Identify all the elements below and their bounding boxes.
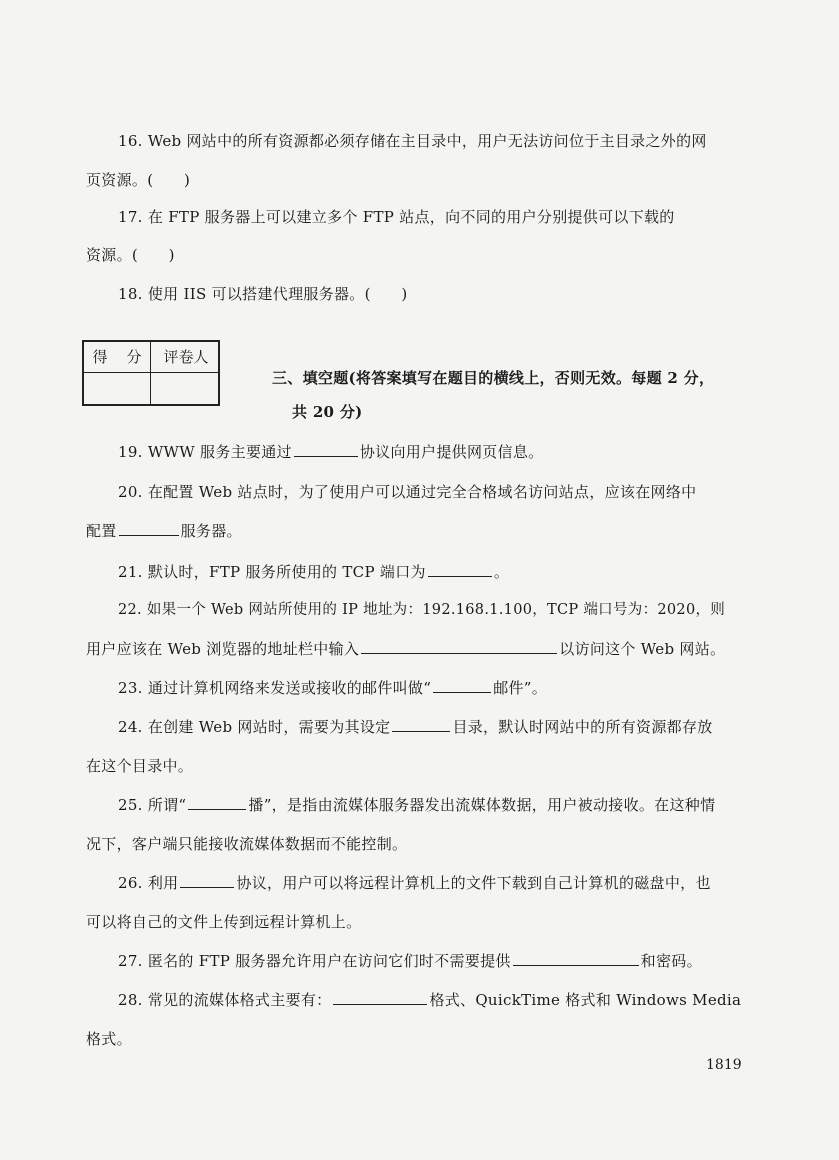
answer-blank[interactable] — [188, 795, 246, 810]
question-26-line-1 — [118, 873, 756, 893]
question-26-suffix: 协议，用户可以将远程计算机上的文件下载到自己计算机的磁盘中，也 — [236, 874, 711, 892]
question-25-suffix: 播”，是指由流媒体服务器发出流媒体数据，用户被动接收。在这种情 — [248, 796, 716, 814]
answer-blank[interactable] — [294, 442, 358, 457]
question-23-prefix: 23. 通过计算机网络来发送或接收的邮件叫做“ — [118, 679, 432, 697]
question-22-line-1: 22. 如果一个 Web 网站所使用的 IP 地址为：192.168.1.100，TCP 端口号为：2020，则 — [118, 602, 726, 618]
question-28-suffix: 格式、QuickTime 格式和 Windows Media — [429, 991, 742, 1009]
question-20-prefix: 配置 — [86, 522, 117, 540]
question-19-suffix: 协议向用户提供网页信息。 — [359, 443, 544, 461]
question-17-line-1: 17. 在 FTP 服务器上可以建立多个 FTP 站点，向不同的用户分别提供可以下载的 — [118, 208, 675, 226]
question-16-line-1: 16. Web 网站中的所有资源都必须存储在主目录中，用户无法访问位于主目录之外的网 — [118, 132, 707, 150]
question-22-prefix: 用户应该在 Web 浏览器的地址栏中输入 — [86, 640, 360, 658]
answer-blank[interactable] — [361, 639, 557, 654]
question-26-line-2: 可以将自己的文件上传到远程计算机上。 — [86, 913, 362, 931]
question-27-suffix: 和密码。 — [640, 952, 702, 970]
question-22-line-2 — [86, 639, 756, 659]
answer-blank[interactable] — [392, 717, 450, 732]
question-21-suffix: 。 — [493, 563, 510, 581]
question-25-line-1 — [118, 795, 756, 815]
score-table-divider — [150, 342, 151, 404]
question-21 — [118, 562, 756, 582]
page-number: 1819 — [706, 1057, 742, 1073]
question-25-line-2: 况下，客户端只能接收流媒体数据而不能控制。 — [86, 835, 408, 853]
section-3-heading-line-2: 共 20 分) — [292, 403, 363, 421]
question-19-prefix: 19. WWW 服务主要通过 — [118, 443, 292, 461]
answer-blank[interactable] — [333, 990, 427, 1005]
question-20-line-1: 20. 在配置 Web 站点时，为了使用户可以通过完全合格域名访问站点，应该在网络中 — [118, 483, 697, 501]
answer-blank[interactable] — [180, 873, 234, 888]
question-28-prefix: 28. 常见的流媒体格式主要有： — [118, 991, 332, 1009]
question-26-prefix: 26. 利用 — [118, 874, 179, 892]
question-27 — [118, 951, 756, 971]
section-3-heading-line-1: 三、填空题(将答案填写在题目的横线上，否则无效。每题 2 分， — [272, 369, 715, 387]
question-28-line-1 — [118, 990, 756, 1010]
question-24-suffix: 目录，默认时网站中的所有资源都存放 — [452, 718, 713, 736]
answer-blank[interactable] — [433, 678, 491, 693]
question-24-line-2: 在这个目录中。 — [86, 757, 194, 775]
question-17-line-2: 资源。( ) — [86, 246, 175, 264]
score-table-row-divider — [84, 372, 218, 373]
answer-blank[interactable] — [428, 562, 492, 577]
question-23-suffix: 邮件”。 — [493, 679, 548, 697]
question-20-suffix: 服务器。 — [180, 522, 242, 540]
answer-blank[interactable] — [513, 951, 639, 966]
question-19 — [118, 442, 756, 462]
grader-label: 评卷人 — [163, 348, 209, 366]
question-22-suffix: 以访问这个 Web 网站。 — [559, 640, 726, 658]
score-table — [82, 340, 220, 406]
question-24-line-1 — [118, 717, 756, 737]
question-27-prefix: 27. 匿名的 FTP 服务器允许用户在访问它们时不需要提供 — [118, 952, 511, 970]
question-16-line-2: 页资源。( ) — [86, 171, 191, 189]
question-21-prefix: 21. 默认时，FTP 服务所使用的 TCP 端口为 — [118, 563, 426, 581]
question-18: 18. 使用 IIS 可以搭建代理服务器。( ) — [118, 285, 408, 303]
question-24-prefix: 24. 在创建 Web 网站时，需要为其设定 — [118, 718, 391, 736]
answer-blank[interactable] — [119, 521, 179, 536]
question-28-line-2: 格式。 — [86, 1030, 132, 1048]
question-25-prefix: 25. 所谓“ — [118, 796, 187, 814]
question-23 — [118, 678, 756, 698]
question-20-line-2 — [86, 521, 756, 541]
score-label: 得 分 — [92, 348, 144, 366]
